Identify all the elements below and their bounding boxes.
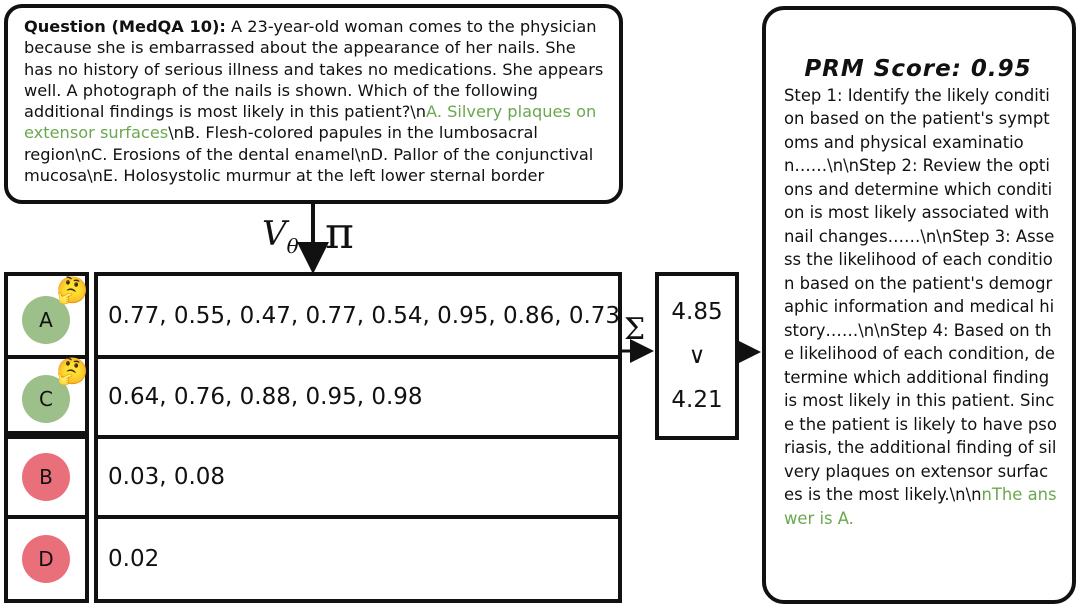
- option-a-cell: [4, 272, 89, 359]
- option-b-badge: B: [22, 453, 70, 501]
- option-c-badge: C: [22, 375, 70, 423]
- option-d-scores: 0.02: [94, 515, 622, 603]
- prm-score-title: PRM Score: 0.95: [804, 56, 1032, 82]
- option-a-badge: A: [22, 296, 70, 344]
- correct-option-text: A. Silvery plaques on extensor surfaces: [24, 102, 597, 143]
- question-text: A 23-year-old woman comes to the physician because she is embarrassed about the appearance of her nails. She has no history of serious illness and takes no medications. She appears well. A photograph of the nails is shown. Which of the following additional findings is most likely in this patient?\n: [24, 17, 604, 122]
- option-c-scores: 0.64, 0.76, 0.88, 0.95, 0.98: [94, 355, 622, 439]
- prm-newline-text: \n\n: [949, 485, 982, 504]
- prm-reasoning-text: Step 1: Identify the likely condition based on the patient's symptoms and physical examination……\n\nStep 2: Review the options and determine which condition is most likely associated with nail changes……\n\nStep 3: Assess the likelihood of each condition based on the patient's demographic information and medical history……\n\nStep 4: Based on the likelihood of each condition, determine which additional finding is most likely in this patient. Since the patient is likely to have psoriasis, the additional finding of silvery plaques on extensor surfaces is the most likely.: [784, 85, 1057, 504]
- sum-comparison-box: [655, 272, 739, 440]
- option-d-cell: [4, 515, 89, 603]
- question-options-text: \nB. Flesh-colored papules in the lumbosacral region\nC. Erosions of the dental enamel\nD. Pallor of the conjunctival mucosa\nE. Holosystolic murmur at the left lower sternal border: [24, 123, 594, 186]
- value-function-label: $V_\theta$: [262, 214, 299, 258]
- sum-c-value: 4.21: [671, 387, 723, 413]
- sum-a-value: 4.85: [671, 299, 723, 325]
- option-c-cell: [4, 355, 89, 435]
- option-b-scores: 0.03, 0.08: [94, 435, 622, 519]
- option-d-badge: D: [22, 535, 70, 583]
- prm-score-box: [762, 6, 1076, 604]
- sum-symbol: Σ: [624, 312, 646, 347]
- option-a-scores: 0.77, 0.55, 0.47, 0.77, 0.54, 0.95, 0.86, 0.73: [94, 272, 622, 359]
- policy-label: π: [325, 208, 354, 259]
- question-label: Question (MedQA 10):: [24, 17, 226, 36]
- thinking-emoji-icon: 🤔: [56, 357, 89, 387]
- prm-answer-text: nThe answer is A.: [784, 485, 1057, 528]
- thinking-emoji-icon: 🤔: [56, 276, 89, 306]
- option-b-cell: [4, 435, 89, 519]
- compare-symbol: ∨: [688, 343, 706, 369]
